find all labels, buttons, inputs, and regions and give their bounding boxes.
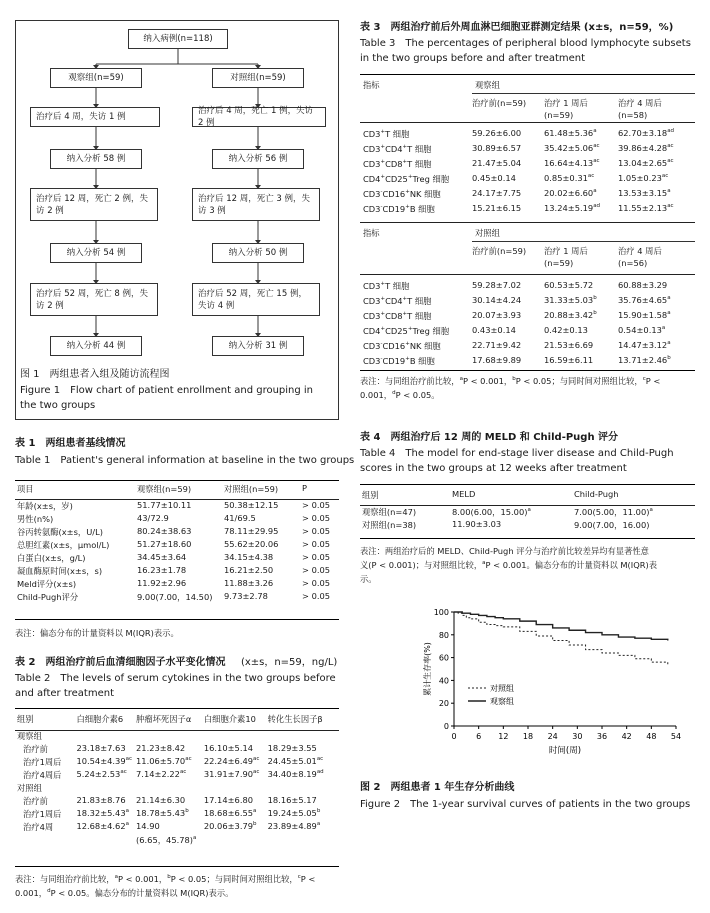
table1-cell: 50.38±12.15 [224, 500, 279, 510]
table1-note: 表注：偏态分布的计量资料以 M(IQR)表示。 [15, 628, 179, 638]
table3-cell: 20.88±3.42$^b$ [544, 310, 597, 320]
table3-cell: 39.86±4.28$^{ac}$ [618, 143, 674, 153]
table3-subheader: 治疗 4 周后 [618, 246, 662, 256]
table2-cell: 23.89±4.89$^a$ [267, 821, 321, 831]
table3-cell: 59.28±7.02 [472, 280, 522, 290]
table3-subheader-n: (n=59) [544, 258, 574, 268]
flow-box-obs-analysis-2: 纳入分析 54 例 [50, 243, 142, 263]
y-tick-label: 40 [438, 676, 449, 686]
table3-cell: 14.47±3.12$^a$ [618, 340, 671, 350]
table-row [15, 539, 339, 552]
table3-cell: 24.17±7.75 [472, 188, 522, 198]
table3-cell: 13.24±5.19$^{ad}$ [544, 203, 601, 213]
flow-box-obs-12w: 治疗后 12 周，死亡 2 例，失访 2 例 [30, 188, 158, 221]
table2-cell: 34.40±8.19$^{ad}$ [267, 769, 324, 779]
table3-cell: 62.70±3.18$^{ad}$ [618, 128, 675, 138]
table3-cell: 16.64±4.13$^{ac}$ [544, 158, 600, 168]
table1-cell: > 0.05 [302, 539, 331, 549]
table1-cell: > 0.05 [302, 578, 331, 588]
y-tick-label: 20 [438, 699, 449, 709]
table2-group-label: 观察组 [17, 731, 42, 741]
y-tick-label: 100 [433, 608, 449, 617]
table1-cell: 43/72.9 [137, 513, 169, 523]
table2-cell: 5.24±2.53$^{ac}$ [76, 769, 127, 779]
flow-box-obs-analysis-1: 纳入分析 58 例 [50, 149, 142, 169]
table3-subheader: 治疗 1 周后 [544, 98, 588, 108]
table3-cell: 0.43±0.14 [472, 325, 516, 335]
table3-ctl-subrule [472, 241, 695, 242]
flow-box-enroll: 纳入病例(n=118) [128, 29, 228, 49]
table1-cell: 白蛋白(x±s，g/L) [17, 553, 86, 563]
y-tick-label: 80 [438, 630, 449, 640]
table2-cell: 18.29±3.55 [267, 743, 317, 753]
table1-cell: 凝血酶原时间(x±s，s) [17, 566, 103, 576]
table2-cell [15, 834, 74, 847]
table3-cell: 21.53±6.69 [544, 340, 594, 350]
series-line-observation [454, 612, 668, 641]
table2-cell [74, 834, 134, 847]
table1-cell: 80.24±38.63 [137, 526, 192, 536]
table2-cell: 19.24±5.05$^b$ [267, 808, 321, 818]
table2-cell: (6.65，45.78)$^a$ [136, 835, 197, 845]
table3-subheader: 治疗 4 周后 [618, 98, 662, 108]
table2-header-cell: 白细胞介素6 [76, 714, 124, 724]
table2-group-row [15, 782, 339, 795]
x-tick-label: 36 [596, 732, 608, 741]
table2-cell: 治疗1周后 [23, 757, 62, 767]
table2-header-cell: 白细胞介素10 [203, 714, 256, 724]
x-tick-label: 6 [476, 732, 482, 741]
figure2-caption-cn: 图 2 两组患者 1 年生存分析曲线 [360, 782, 515, 793]
y-axis-label: 累计生存率(%) [423, 642, 432, 696]
table1-cell: 男性(n%) [17, 514, 54, 524]
table2-cell: 治疗4周后 [23, 770, 62, 780]
flow-box-ctl-analysis-3: 纳入分析 31 例 [212, 336, 304, 356]
table4-title-en-2: scores in the two groups at 12 weeks after treatment [360, 463, 627, 474]
x-tick-label: 18 [522, 732, 534, 741]
figure1-caption-cn: 图 1 两组患者入组及随访流程图 [20, 369, 170, 380]
table4-note-3: 示。 [360, 574, 377, 584]
table3-cell: 59.26±6.00 [472, 128, 522, 138]
table1-cell: 11.92±2.96 [137, 578, 187, 588]
table-row [15, 565, 339, 578]
table1-cell: > 0.05 [302, 565, 331, 575]
table3-cell: 0.54±0.13$^a$ [618, 325, 666, 335]
table3-cell: 20.02±6.60$^a$ [544, 188, 597, 198]
table2-cell [266, 834, 339, 847]
table2-cell: 治疗4周 [23, 822, 54, 832]
table2-header-cell: 组别 [17, 714, 34, 724]
table-row [15, 769, 339, 782]
table1-cell: 16.21±2.50 [224, 565, 274, 575]
table1-cell: 9.00(7.00，14.50) [137, 592, 213, 602]
table1-cell: 55.62±20.06 [224, 539, 279, 549]
table1-cell: 总胆红素(x±s，μmol/L) [17, 540, 110, 550]
table2-cell [202, 834, 266, 847]
flow-box-ctl-52w: 治疗后 52 周，死亡 15 例，失访 4 例 [192, 283, 320, 316]
table2-header-cell: 转化生长因子β [267, 714, 323, 724]
flow-box-ctl-12w: 治疗后 12 周，死亡 3 例，失访 3 例 [192, 188, 320, 221]
table2-group-label: 对照组 [17, 783, 42, 793]
table4 [360, 484, 695, 532]
x-tick-label: 0 [451, 732, 457, 741]
table2-cell: 17.14±6.80 [203, 795, 254, 805]
flow-box-obs-analysis-3: 纳入分析 44 例 [50, 336, 142, 356]
table1-cell: 34.45±3.64 [137, 552, 187, 562]
table2-title-en-1: Table 2 The levels of serum cytokines in the two groups before [15, 673, 336, 684]
table2-cell: 18.68±6.55$^a$ [203, 808, 257, 818]
table3-subheader-n: (n=56) [618, 258, 648, 268]
table1-cell: 年龄(x±s，岁) [17, 501, 73, 511]
figure1-frame [15, 20, 339, 420]
table3-cell: 60.88±3.29 [618, 280, 668, 290]
figure1-caption-en: Figure 1 Flow chart of patient enrollment and grouping in the two groups [20, 385, 314, 411]
table3-row-label: CD3-CD16+NK 细胞 [363, 341, 441, 351]
table2-cell: 治疗前 [23, 744, 48, 754]
table1-cell: 51.27±18.60 [137, 539, 192, 549]
table3-row-label: CD3+CD4+T 细胞 [363, 144, 432, 154]
table1-cell: > 0.05 [302, 513, 331, 523]
table3-cell: 35.42±5.06$^{ac}$ [544, 143, 600, 153]
table2-cell: 23.18±7.63 [76, 743, 126, 753]
table4-title-en-1: Table 4 The model for end-stage liver disease and Child-Pugh [360, 448, 674, 459]
table2-cell: 18.16±5.17 [267, 795, 317, 805]
table3-cell: 61.48±5.36$^a$ [544, 128, 597, 138]
table3-cell: 15.21±6.15 [472, 203, 522, 213]
table1-cell: > 0.05 [302, 526, 331, 536]
table1-cell: 51.77±10.11 [137, 500, 192, 510]
table-row [15, 795, 339, 808]
table2-cell: 治疗1周后 [23, 809, 62, 819]
y-tick-label: 0 [443, 722, 449, 731]
table3-subheader-n: (n=58) [618, 110, 648, 120]
x-tick-label: 42 [621, 732, 632, 741]
table4-cell: 9.00(7.00，16.00) [574, 520, 650, 530]
table4-cell: 11.90±3.03 [452, 519, 502, 529]
table-row [15, 756, 339, 769]
table3-cell: 30.14±4.24 [472, 295, 522, 305]
table3-row-label: CD3-CD19+B 细胞 [363, 356, 435, 366]
table2-cell: 11.06±5.70$^{ac}$ [136, 756, 192, 766]
table1 [15, 480, 339, 604]
table3 [360, 74, 695, 364]
table3-row-label: CD3+CD4+T 细胞 [363, 296, 432, 306]
table2-cell: 18.78±5.43$^b$ [136, 808, 189, 818]
table2-cell: 18.32±5.43$^a$ [76, 808, 129, 818]
table4-title-cn: 表 4 两组治疗后 12 周的 MELD 和 Child-Pugh 评分 [360, 432, 619, 443]
table2-title-en-2: and after treatment [15, 688, 114, 699]
table3-cell: 13.53±3.15$^a$ [618, 188, 671, 198]
table3-cell: 20.07±3.93 [472, 310, 522, 320]
table4-cell: 8.00(6.00，15.00)$^a$ [452, 507, 531, 517]
table3-subheader-n: (n=59) [544, 110, 574, 120]
table2-cell: 24.45±5.01$^{ac}$ [267, 756, 324, 766]
table-row [15, 526, 339, 539]
table3-subheader: 治疗 1 周后 [544, 246, 588, 256]
x-tick-label: 54 [670, 732, 682, 741]
table2-cell: 21.83±8.76 [76, 795, 126, 805]
table3-cell: 1.05±0.23$^{ac}$ [618, 173, 669, 183]
table3-title-en-1: Table 3 The percentages of peripheral blood lymphocyte subsets [360, 38, 691, 49]
table1-cell: 谷丙转氨酶(x±s，U/L) [17, 527, 103, 537]
table2-cell: 21.23±8.42 [136, 743, 186, 753]
flow-box-control: 对照组(n=59) [212, 68, 304, 88]
table-row [15, 821, 339, 834]
table3-row-label: CD3+T 细胞 [363, 281, 410, 291]
table1-header-cell: P [302, 483, 308, 493]
x-tick-label: 24 [547, 732, 558, 741]
table3-row-label: CD3-CD19+B 细胞 [363, 204, 435, 214]
flow-box-ctl-analysis-1: 纳入分析 56 例 [212, 149, 304, 169]
table2-title-unit: (x±s，n=59，ng/L) [240, 657, 338, 668]
table1-cell: 41/69.5 [224, 513, 256, 523]
table-row [15, 513, 339, 526]
table4-cell: 对照组(n=38) [362, 520, 417, 530]
table3-cell: 22.71±9.42 [472, 340, 522, 350]
figure2-caption-en: Figure 2 The 1-year survival curves of patients in the two groups [360, 799, 691, 810]
table3-cell: 30.89±6.57 [472, 143, 522, 153]
table1-title-en: Table 1 Patient's general information at baseline in the two groups [15, 455, 355, 466]
legend-label: 对照组 [490, 684, 514, 693]
table3-cell: 0.85±0.31$^{ac}$ [544, 173, 595, 183]
table2-cell: 20.06±3.79$^b$ [203, 821, 257, 831]
table3-row-label: CD3+CD8+T 细胞 [363, 311, 432, 321]
table3-obs-subrule [472, 93, 695, 94]
table3-hdr-obs: 观察组 [475, 80, 500, 90]
flow-box-ctl-4w: 治疗后 4 周，死亡 1 例，失访 2 例 [192, 107, 326, 127]
table1-cell: Meld评分(x±s) [17, 579, 77, 589]
table-row [15, 578, 339, 591]
table2-note-2: 0.001，$^d$P < 0.05。偏态分布的计量资料以 M(IQR)表示。 [15, 888, 234, 898]
table1-header-cell: 项目 [17, 484, 34, 494]
table3-cell: 35.76±4.65$^a$ [618, 295, 671, 305]
table2-cell: 10.54±4.39$^{ac}$ [76, 756, 133, 766]
table3-hdr-metric-ctl: 指标 [363, 228, 380, 238]
table-row [15, 743, 339, 756]
flow-box-observation: 观察组(n=59) [50, 68, 142, 88]
table2-cell: 12.68±4.62$^a$ [76, 821, 129, 831]
table3-note-1: 表注：与同组治疗前比较，$^a$P < 0.001，$^b$P < 0.05；与同时间对照组比较，$^c$P < [360, 376, 661, 386]
y-tick-label: 60 [438, 653, 449, 663]
table3-cell: 0.45±0.14 [472, 173, 516, 183]
table1-cell: 78.11±29.95 [224, 526, 279, 536]
table2-group-row [15, 726, 339, 743]
x-tick-label: 30 [572, 732, 583, 741]
table4-cell: 7.00(5.00，11.00)$^a$ [574, 507, 653, 517]
table1-cell: > 0.05 [302, 500, 331, 510]
table2-cell: 31.91±7.90$^{ac}$ [203, 769, 260, 779]
table3-cell: 17.68±9.89 [472, 355, 522, 365]
table-row [15, 552, 339, 565]
table4-note-2: 义(P < 0.001)；与对照组比较，$^a$P < 0.001。偏态分布的计量资料以 M(IQR)表 [360, 560, 658, 570]
table2-title-cn [15, 655, 337, 670]
x-tick-label: 48 [646, 732, 657, 741]
table2 [15, 708, 339, 847]
table3-subheader: 治疗前(n=59) [472, 98, 527, 108]
table4-cell: 观察组(n=47) [362, 507, 417, 517]
table-row [15, 808, 339, 821]
table3-hdr-ctl: 对照组 [475, 228, 500, 238]
table3-subheader: 治疗前(n=59) [472, 246, 527, 256]
table3-row-label: CD4+CD25+Treg 细胞 [363, 326, 450, 336]
table-row [360, 519, 695, 532]
table1-cell: 16.23±1.78 [137, 565, 187, 575]
x-tick-label: 12 [498, 732, 509, 741]
table3-cell: 16.59±6.11 [544, 355, 594, 365]
table3-cell: 31.33±5.03$^b$ [544, 295, 597, 305]
table2-title-text: 表 2 两组治疗前后血清细胞因子水平变化情况 [15, 657, 226, 668]
table3-title-en-2: in the two groups before and after treatment [360, 53, 586, 64]
table3-row-label: CD3-CD16+NK 细胞 [363, 189, 441, 199]
table-row [15, 834, 339, 847]
table1-header-cell: 对照组(n=59) [224, 484, 279, 494]
table3-note-2: 0.001，$^d$P < 0.05。 [360, 390, 440, 400]
table2-note-1: 表注：与同组治疗前比较，$^a$P < 0.001，$^b$P < 0.05；与同时间对照组比较，$^c$P < [15, 874, 316, 884]
table3-cell: 0.42±0.13 [544, 325, 588, 335]
table3-row-label: CD3+CD8+T 细胞 [363, 159, 432, 169]
table3-row-label: CD4+CD25+Treg 细胞 [363, 174, 450, 184]
table-row [15, 591, 339, 604]
table3-cell: 13.04±2.65$^{ac}$ [618, 158, 674, 168]
table3-hdr-metric-obs: 指标 [363, 80, 380, 90]
table4-header-cell: 组别 [362, 490, 379, 500]
table2-cell: 16.10±5.14 [203, 743, 254, 753]
table1-cell: 34.15±4.38 [224, 552, 274, 562]
table1-cell: > 0.05 [302, 552, 331, 562]
survival-chart [410, 600, 700, 760]
table2-cell: 21.14±6.30 [136, 795, 186, 805]
legend-label: 观察组 [490, 697, 514, 706]
table3-row-label: CD3+T 细胞 [363, 129, 410, 139]
table1-cell: 9.73±2.78 [224, 591, 268, 601]
table1-header-cell: 观察组(n=59) [137, 484, 192, 494]
table2-cell: 14.90 [136, 821, 160, 831]
flow-box-obs-52w: 治疗后 52 周，死亡 8 例，失访 2 例 [30, 283, 158, 316]
table1-cell: > 0.05 [302, 591, 331, 601]
table3-cell: 13.71±2.46$^b$ [618, 355, 671, 365]
flow-box-ctl-analysis-2: 纳入分析 50 例 [212, 243, 304, 263]
table4-header-cell: Child-Pugh [574, 489, 619, 499]
table2-cell: 治疗前 [23, 796, 48, 806]
table4-note-1: 表注：两组治疗后的 MELD、Child-Pugh 评分与治疗前比较差异均有显著性意 [360, 546, 649, 556]
table3-cell: 11.55±2.13$^{ac}$ [618, 203, 674, 213]
table2-cell: 7.14±2.22$^{ac}$ [136, 769, 187, 779]
x-axis-label: 时间(周) [548, 746, 582, 756]
table1-cell: Child-Pugh评分 [17, 592, 79, 602]
table3-cell: 60.53±5.72 [544, 280, 594, 290]
flow-box-obs-4w: 治疗后 4 周，失访 1 例 [30, 107, 160, 127]
table1-title-cn: 表 1 两组患者基线情况 [15, 438, 126, 449]
table3-title-cn: 表 3 两组治疗前后外周血淋巴细胞亚群测定结果 (x±s，n=59，%) [360, 22, 674, 33]
table2-cell: 22.24±6.49$^{ac}$ [203, 756, 260, 766]
table3-cell: 21.47±5.04 [472, 158, 522, 168]
table3-cell: 15.90±1.58$^a$ [618, 310, 671, 320]
table2-header-cell: 肿瘤坏死因子α [136, 714, 192, 724]
table4-header-cell: MELD [452, 489, 476, 499]
table1-cell: 11.88±3.26 [224, 578, 274, 588]
